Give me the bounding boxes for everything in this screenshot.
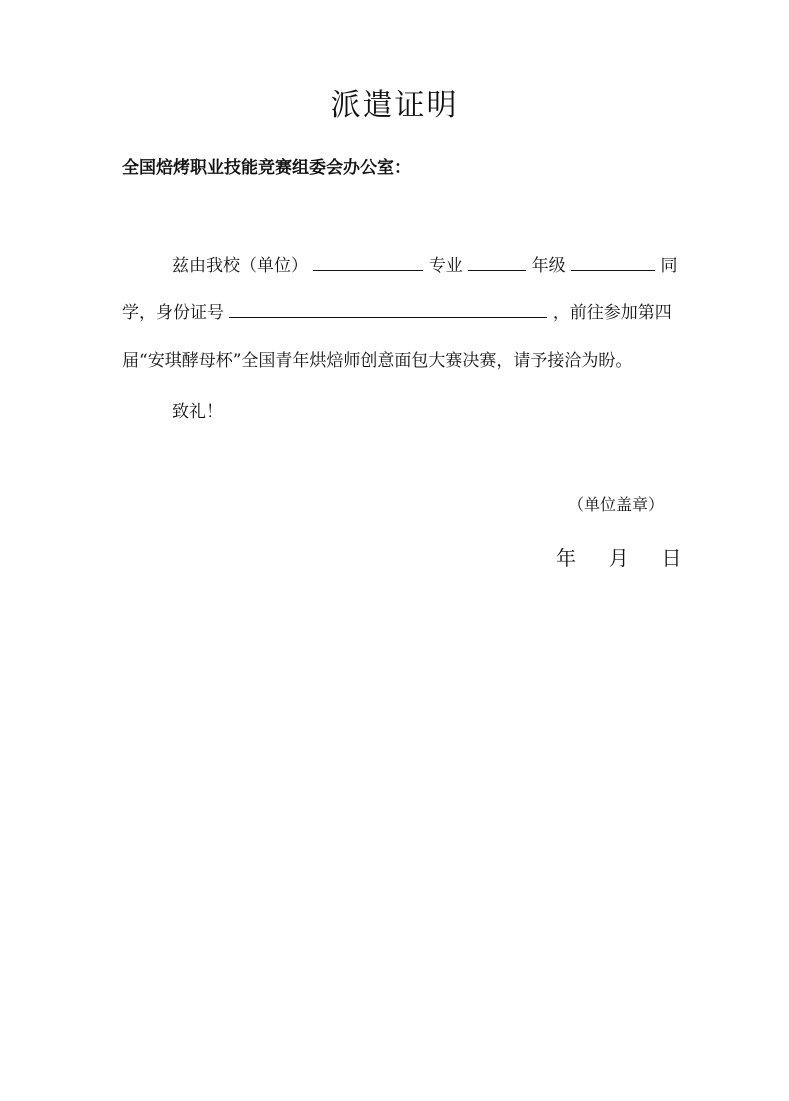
id-number-blank[interactable] <box>229 299 547 318</box>
grade-blank[interactable] <box>571 252 655 271</box>
line2-suffix: ，前往参加第四 <box>552 303 672 323</box>
grade-label: 年级 <box>531 256 566 276</box>
body-line-1 <box>172 251 677 276</box>
addressee: 全国焙烤职业技能竞赛组委会办公室： <box>122 158 411 178</box>
major-blank[interactable] <box>468 252 526 271</box>
page-title: 派遣证明 <box>330 88 459 123</box>
date-year: 年 <box>556 546 576 570</box>
body-line-2 <box>122 298 672 323</box>
id-prefix-text: 学，身份证号 <box>122 303 224 323</box>
school-prefix-text: 兹由我校（单位） <box>172 256 308 276</box>
school-blank[interactable] <box>313 252 423 271</box>
closing-text: 致礼！ <box>172 402 223 422</box>
date-day: 日 <box>661 546 682 570</box>
body-line-3: 届“安琪酵母杯”全国青年烘焙师创意面包大赛决赛，请予接洽为盼。 <box>122 351 633 371</box>
date-month: 月 <box>608 546 629 570</box>
date-line <box>556 542 681 571</box>
major-label: 专业 <box>428 256 463 276</box>
seal-note: （单位盖章） <box>568 495 665 514</box>
line1-suffix: 同 <box>660 256 678 276</box>
